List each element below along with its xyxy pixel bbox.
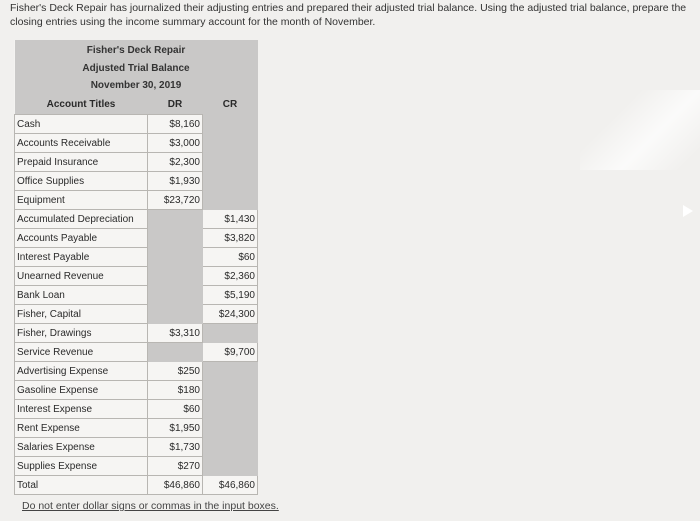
table-row	[15, 438, 258, 457]
credit-cell: $2,360	[203, 267, 258, 286]
column-header-row	[15, 94, 258, 115]
table-row	[15, 153, 258, 172]
account-title-cell: Equipment	[15, 191, 148, 210]
account-title-cell: Cash	[15, 115, 148, 134]
header-account-titles: Account Titles	[15, 94, 148, 115]
debit-cell	[148, 343, 203, 362]
input-instruction-note: Do not enter dollar signs or commas in the input boxes.	[22, 500, 279, 512]
table-row	[15, 134, 258, 153]
table-company-row	[15, 40, 258, 59]
credit-cell	[203, 191, 258, 210]
table-row	[15, 381, 258, 400]
debit-cell: $3,310	[148, 324, 203, 343]
debit-cell: $60	[148, 400, 203, 419]
account-title-cell: Accounts Receivable	[15, 134, 148, 153]
debit-cell: $1,950	[148, 419, 203, 438]
account-title-cell: Accumulated Depreciation	[15, 210, 148, 229]
debit-cell: $250	[148, 362, 203, 381]
debit-cell: $3,000	[148, 134, 203, 153]
debit-cell: $270	[148, 457, 203, 476]
credit-cell	[203, 381, 258, 400]
table-row	[15, 419, 258, 438]
account-title-cell: Fisher, Drawings	[15, 324, 148, 343]
account-title-cell: Interest Expense	[15, 400, 148, 419]
adjusted-trial-balance-table	[14, 40, 258, 495]
debit-cell	[148, 267, 203, 286]
table-row	[15, 305, 258, 324]
account-title-cell: Salaries Expense	[15, 438, 148, 457]
credit-cell: $9,700	[203, 343, 258, 362]
credit-cell	[203, 172, 258, 191]
problem-statement: Fisher's Deck Repair has journalized their adjusting entries and prepared their adjusted trial balance. Using the adjusted trial balance, prepare the closing entries using the income summary account for the month of November.	[10, 2, 687, 28]
table-row	[15, 248, 258, 267]
debit-cell	[148, 286, 203, 305]
header-dr: DR	[148, 94, 203, 115]
account-title-cell: Gasoline Expense	[15, 381, 148, 400]
debit-cell: $2,300	[148, 153, 203, 172]
credit-cell	[203, 153, 258, 172]
table-row	[15, 457, 258, 476]
credit-cell: $24,300	[203, 305, 258, 324]
table-row	[15, 400, 258, 419]
account-title-cell: Prepaid Insurance	[15, 153, 148, 172]
table-row	[15, 324, 258, 343]
debit-cell	[148, 210, 203, 229]
account-title-cell: Service Revenue	[15, 343, 148, 362]
cursor-triangle-icon	[683, 205, 693, 217]
table-row	[15, 267, 258, 286]
table-row	[15, 191, 258, 210]
account-title-cell: Accounts Payable	[15, 229, 148, 248]
credit-cell: $60	[203, 248, 258, 267]
credit-cell: $1,430	[203, 210, 258, 229]
credit-cell: $5,190	[203, 286, 258, 305]
header-cr: CR	[203, 94, 258, 115]
account-title-cell: Total	[15, 476, 148, 495]
statement-date: November 30, 2019	[15, 77, 258, 94]
debit-cell	[148, 305, 203, 324]
credit-cell	[203, 134, 258, 153]
credit-cell	[203, 400, 258, 419]
debit-cell: $180	[148, 381, 203, 400]
table-row	[15, 286, 258, 305]
statement-title: Adjusted Trial Balance	[15, 59, 258, 77]
credit-cell	[203, 362, 258, 381]
debit-cell: $1,730	[148, 438, 203, 457]
credit-cell	[203, 115, 258, 134]
account-title-cell: Rent Expense	[15, 419, 148, 438]
account-title-cell: Supplies Expense	[15, 457, 148, 476]
table-date-row	[15, 77, 258, 94]
account-title-cell: Office Supplies	[15, 172, 148, 191]
account-title-cell: Advertising Expense	[15, 362, 148, 381]
company-name: Fisher's Deck Repair	[15, 40, 258, 59]
table-row	[15, 362, 258, 381]
credit-cell: $3,820	[203, 229, 258, 248]
credit-cell: $46,860	[203, 476, 258, 495]
debit-cell: $23,720	[148, 191, 203, 210]
table-row	[15, 343, 258, 362]
credit-cell	[203, 438, 258, 457]
debit-cell: $8,160	[148, 115, 203, 134]
table-row	[15, 210, 258, 229]
credit-cell	[203, 324, 258, 343]
table-row	[15, 229, 258, 248]
table-row	[15, 172, 258, 191]
account-title-cell: Unearned Revenue	[15, 267, 148, 286]
debit-cell	[148, 248, 203, 267]
debit-cell	[148, 229, 203, 248]
account-title-cell: Fisher, Capital	[15, 305, 148, 324]
debit-cell: $46,860	[148, 476, 203, 495]
account-title-cell: Interest Payable	[15, 248, 148, 267]
table-row	[15, 115, 258, 134]
credit-cell	[203, 419, 258, 438]
table-title-row	[15, 59, 258, 77]
credit-cell	[203, 457, 258, 476]
account-title-cell: Bank Loan	[15, 286, 148, 305]
screen-glare	[580, 90, 700, 170]
debit-cell: $1,930	[148, 172, 203, 191]
table-row	[15, 476, 258, 495]
